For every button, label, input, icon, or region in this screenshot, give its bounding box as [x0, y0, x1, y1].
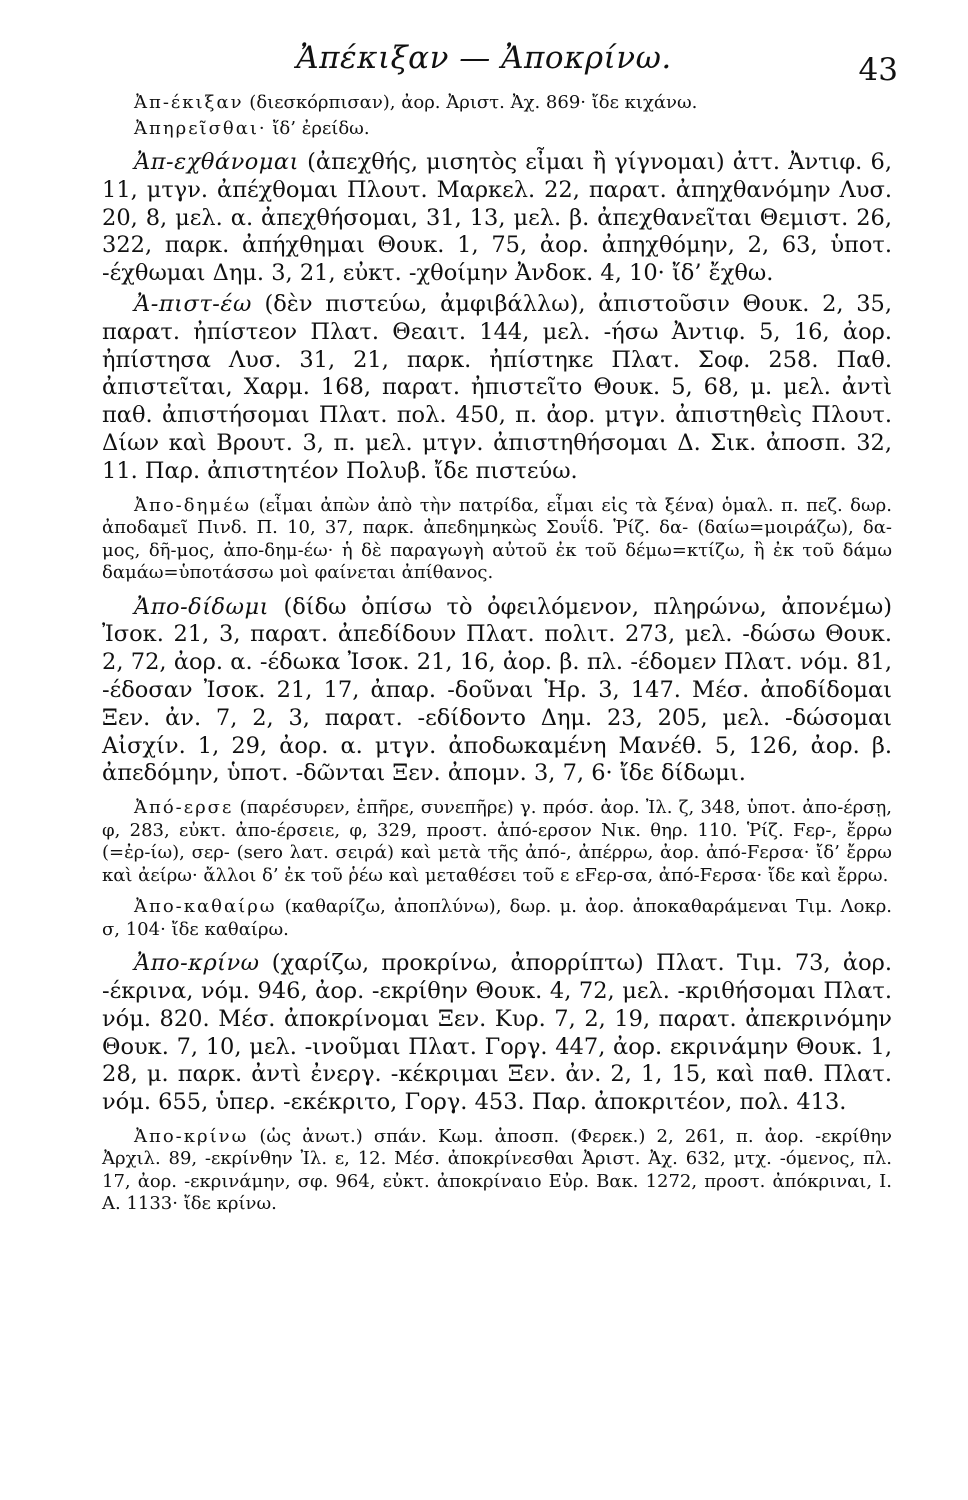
headword: Ἀπο-κρίνω [134, 950, 260, 977]
entry-apokrino-poetic [102, 1126, 892, 1216]
entry-text: (καθαρίζω, ἀποπλύνω), δωρ. μ. ἀορ. ἀποκαθαράμεναι Τιμ. Λοκρ. σ, 104· ἴδε καθαίρω. [102, 896, 892, 940]
headword: Ἀπ-έκιξαν [134, 92, 244, 113]
entry-text: (δίδω ὀπίσω τὸ ὀφειλόμενον, πληρώνω, ἀπονέμω) Ἰσοκ. 21, 3, παρατ. ἀπεδίδουν Πλατ. πολιτ. 273, μελ. -δώσω Θουκ. 2, 72, ἀορ. α. -έδωκα Ἰσοκ. 21, 16, ἀορ. β. πλ. -έδομεν Πλατ. νόμ. 81, -έδοσαν Ἰσοκ. 21, 17, ἀπαρ. -δοῦναι Ἡρ. 3, 147. Μέσ. ἀποδίδομαι Ξεν. ἀν. 7, 2, 3, παρατ. -εδίδοντο Δημ. 23, 205, μελ. -δώσομαι Αἰσχίν. 1, 29, ἀορ. α. μτγν. ἀποδωκαμένη Μανέθ. 5, 126, ἀορ. β. ἀπεδόμην, ὑποτ. -δῶνται Ξεν. ἀπομν. 3, 7, 6· ἴδε δίδωμι. [102, 593, 893, 787]
page-body [102, 92, 892, 1216]
headword: Ἀπ-εχθάνομαι [134, 149, 299, 175]
entry-text: (ὡς ἀνωτ.) σπάν. Κωμ. ἀποσπ. (Φερεκ.) 2, 261, π. ἀορ. -εκρίθην Ἀρχιλ. 89, -εκρίνθην Ἰλ. ε, 12. Μέσ. ἀποκρίνεσθαι Ἀριστ. Ἀχ. 632, μτχ. -όμενος, πλ. 17, ἀορ. -εκρινάμην, σφ. 964, εὐκτ. ἀποκρίναιο Εὐρ. Βακ. 1272, προστ. ἀπόκριναι, Ι. Α. 1133· ἴδε κρίνω. [102, 1125, 892, 1215]
entry-apodemeo [102, 495, 892, 585]
page-header [0, 30, 968, 90]
entry-text: (χαρίζω, προκρίνω, ἀπορρίπτω) Πλατ. Τιμ. 73, ἀορ. -έκρινα, νόμ. 946, ἀορ. -εκρίθην Θουκ. 4, 72, μελ. -κριθήσομαι Πλατ. νόμ. 820. Μέσ. ἀποκρίνομαι Ξεν. Κυρ. 7, 2, 19, παρατ. ἀπεκρινόμην Θουκ. 7, 10, μελ. -ινοῦμαι Πλατ. Γοργ. 447, ἀορ. εκρινάμην Θουκ. 1, 28, μ. παρκ. ἀντὶ ἐνεργ. -κέκριμαι Ξεν. ἀν. 2, 1, 15, καὶ παθ. Πλατ. νόμ. 655, ὑπερ. -εκέκριτο, Γοργ. 453. Παρ. ἀποκριτέον, πολ. 413. [102, 950, 892, 1116]
running-head: Ἀπέκιξαν — Ἀποκρίνω. [296, 40, 672, 76]
entry-apokathairo [102, 896, 892, 941]
entry-text: (παρέσυρεν, ἐπῆρε, συνεπῆρε) γ. πρόσ. ἀορ. Ἰλ. ζ, 348, ὑποτ. ἀπο-έρσῃ, φ, 283, εὐκτ. ἀπο-έρσειε, φ, 329, προστ. ἀπό-ερσον Νικ. θηρ. 110. Ῥίζ. Fερ-, ἔρρω (=ἐρ-ίω), σερ- (sero λατ. σειρά) καὶ μετὰ τῆς ἀπό-, ἀπέρρω, ἀορ. ἀπό-Fερσα· ἴδ’ ἔρρω καὶ ἀείρω· ἄλλοι δ’ ἐκ τοῦ ῥέω καὶ μεταθέσει τοῦ ε εFερ-σα, ἀπό-Fερσα· ἴδε καὶ ἔρρω. [102, 797, 892, 886]
headword: Ἀπο-δίδωμι [134, 593, 269, 620]
entry-text: ἴδ’ ἐρείδω. [272, 117, 370, 139]
headword: Ἀπο-καθαίρω [134, 896, 277, 918]
entry-apodidomi [102, 594, 892, 789]
entry-text: (ἀπεχθής, μισητὸς εἶμαι ἢ γίγνομαι) ἀττ. Ἀντιφ. 6, 11, μτγν. ἀπέχθομαι Πλουτ. Μαρκελ. 22, παρατ. ἀπηχθανόμην Λυσ. 20, 8, μελ. α. ἀπεχθήσομαι, 31, 13, μελ. β. ἀπεχθανεῖται Θεμιστ. 26, 322, παρκ. ἀπήχθημαι Θουκ. 1, 75, ἀορ. ἀπηχθόμην, 2, 63, ὑποτ. -έχθωμαι Δημ. 3, 21, εὐκτ. -χθοίμην Ἀνδοκ. 4, 10· ἴδ’ ἔχθω. [102, 149, 892, 287]
entry-text: (διεσκόρπισαν), ἀορ. Ἀριστ. Ἀχ. 869· ἴδε κιχάνω. [249, 92, 698, 113]
headword: Ἀπό-ερσε [134, 797, 234, 819]
entry-apechthanomai [102, 149, 892, 288]
entry-apisteo [102, 291, 892, 486]
headword: Ἀ-πιστ-έω [134, 290, 252, 317]
page-number: 43 [858, 52, 898, 88]
entry-apereisthai [102, 118, 892, 141]
entry-apokrino-attic [102, 950, 892, 1117]
headword: Ἀπο-κρίνω [134, 1125, 249, 1147]
headword: Ἀπο-δημέω [134, 494, 252, 516]
entry-text: (δὲν πιστεύω, ἀμφιβάλλω), ἀπιστοῦσιν Θουκ. 2, 35, παρατ. ἠπίστεον Πλατ. Θεαιτ. 144, μελ. -ήσω Ἀντιφ. 5, 16, ἀορ. ἠπίστησα Λυσ. 31, 21, παρκ. ἠπίστηκε Πλατ. Σοφ. 258. Παθ. ἀπιστεῖται, Χαρμ. 168, παρατ. ἠπιστεῖτο Θουκ. 5, 68, μ. μελ. ἀντὶ παθ. ἀπιστήσομαι Πλατ. πολ. 450, π. ἀορ. μτγν. ἀπιστηθεὶς Πλουτ. Δίων καὶ Βρουτ. 3, π. μελ. μτγν. ἀπιστηθήσομαι Δ. Σικ. ἀποσπ. 32, 11. Παρ. ἀπιστητέον Πολυβ. ἴδε πιστεύω. [102, 290, 892, 484]
entry-apoerse [102, 797, 892, 887]
headword: Ἀπηρεῖσθαι· [134, 117, 267, 139]
entry-text: (εἶμαι ἀπὼν ἀπὸ τὴν πατρίδα, εἶμαι εἰς τὰ ξένα) ὁμαλ. π. πεζ. δωρ. ἀποδαμεῖ Πινδ. Π. 10, 37, παρκ. ἀπεδημηκὼς Σουΐδ. Ῥίζ. δα- (δαίω=μοιράζω), δα-μος, δῆ-μος, ἀπο-δημ-έω· ἡ δὲ παραγωγὴ αὐτοῦ ἐκ τοῦ δέμω=κτίζω, ἢ ἐκ τοῦ δάμω δαμάω=ὑποτάσσω μοὶ φαίνεται ἀπίθανος. [102, 494, 892, 584]
entry-apekixan [102, 92, 892, 115]
